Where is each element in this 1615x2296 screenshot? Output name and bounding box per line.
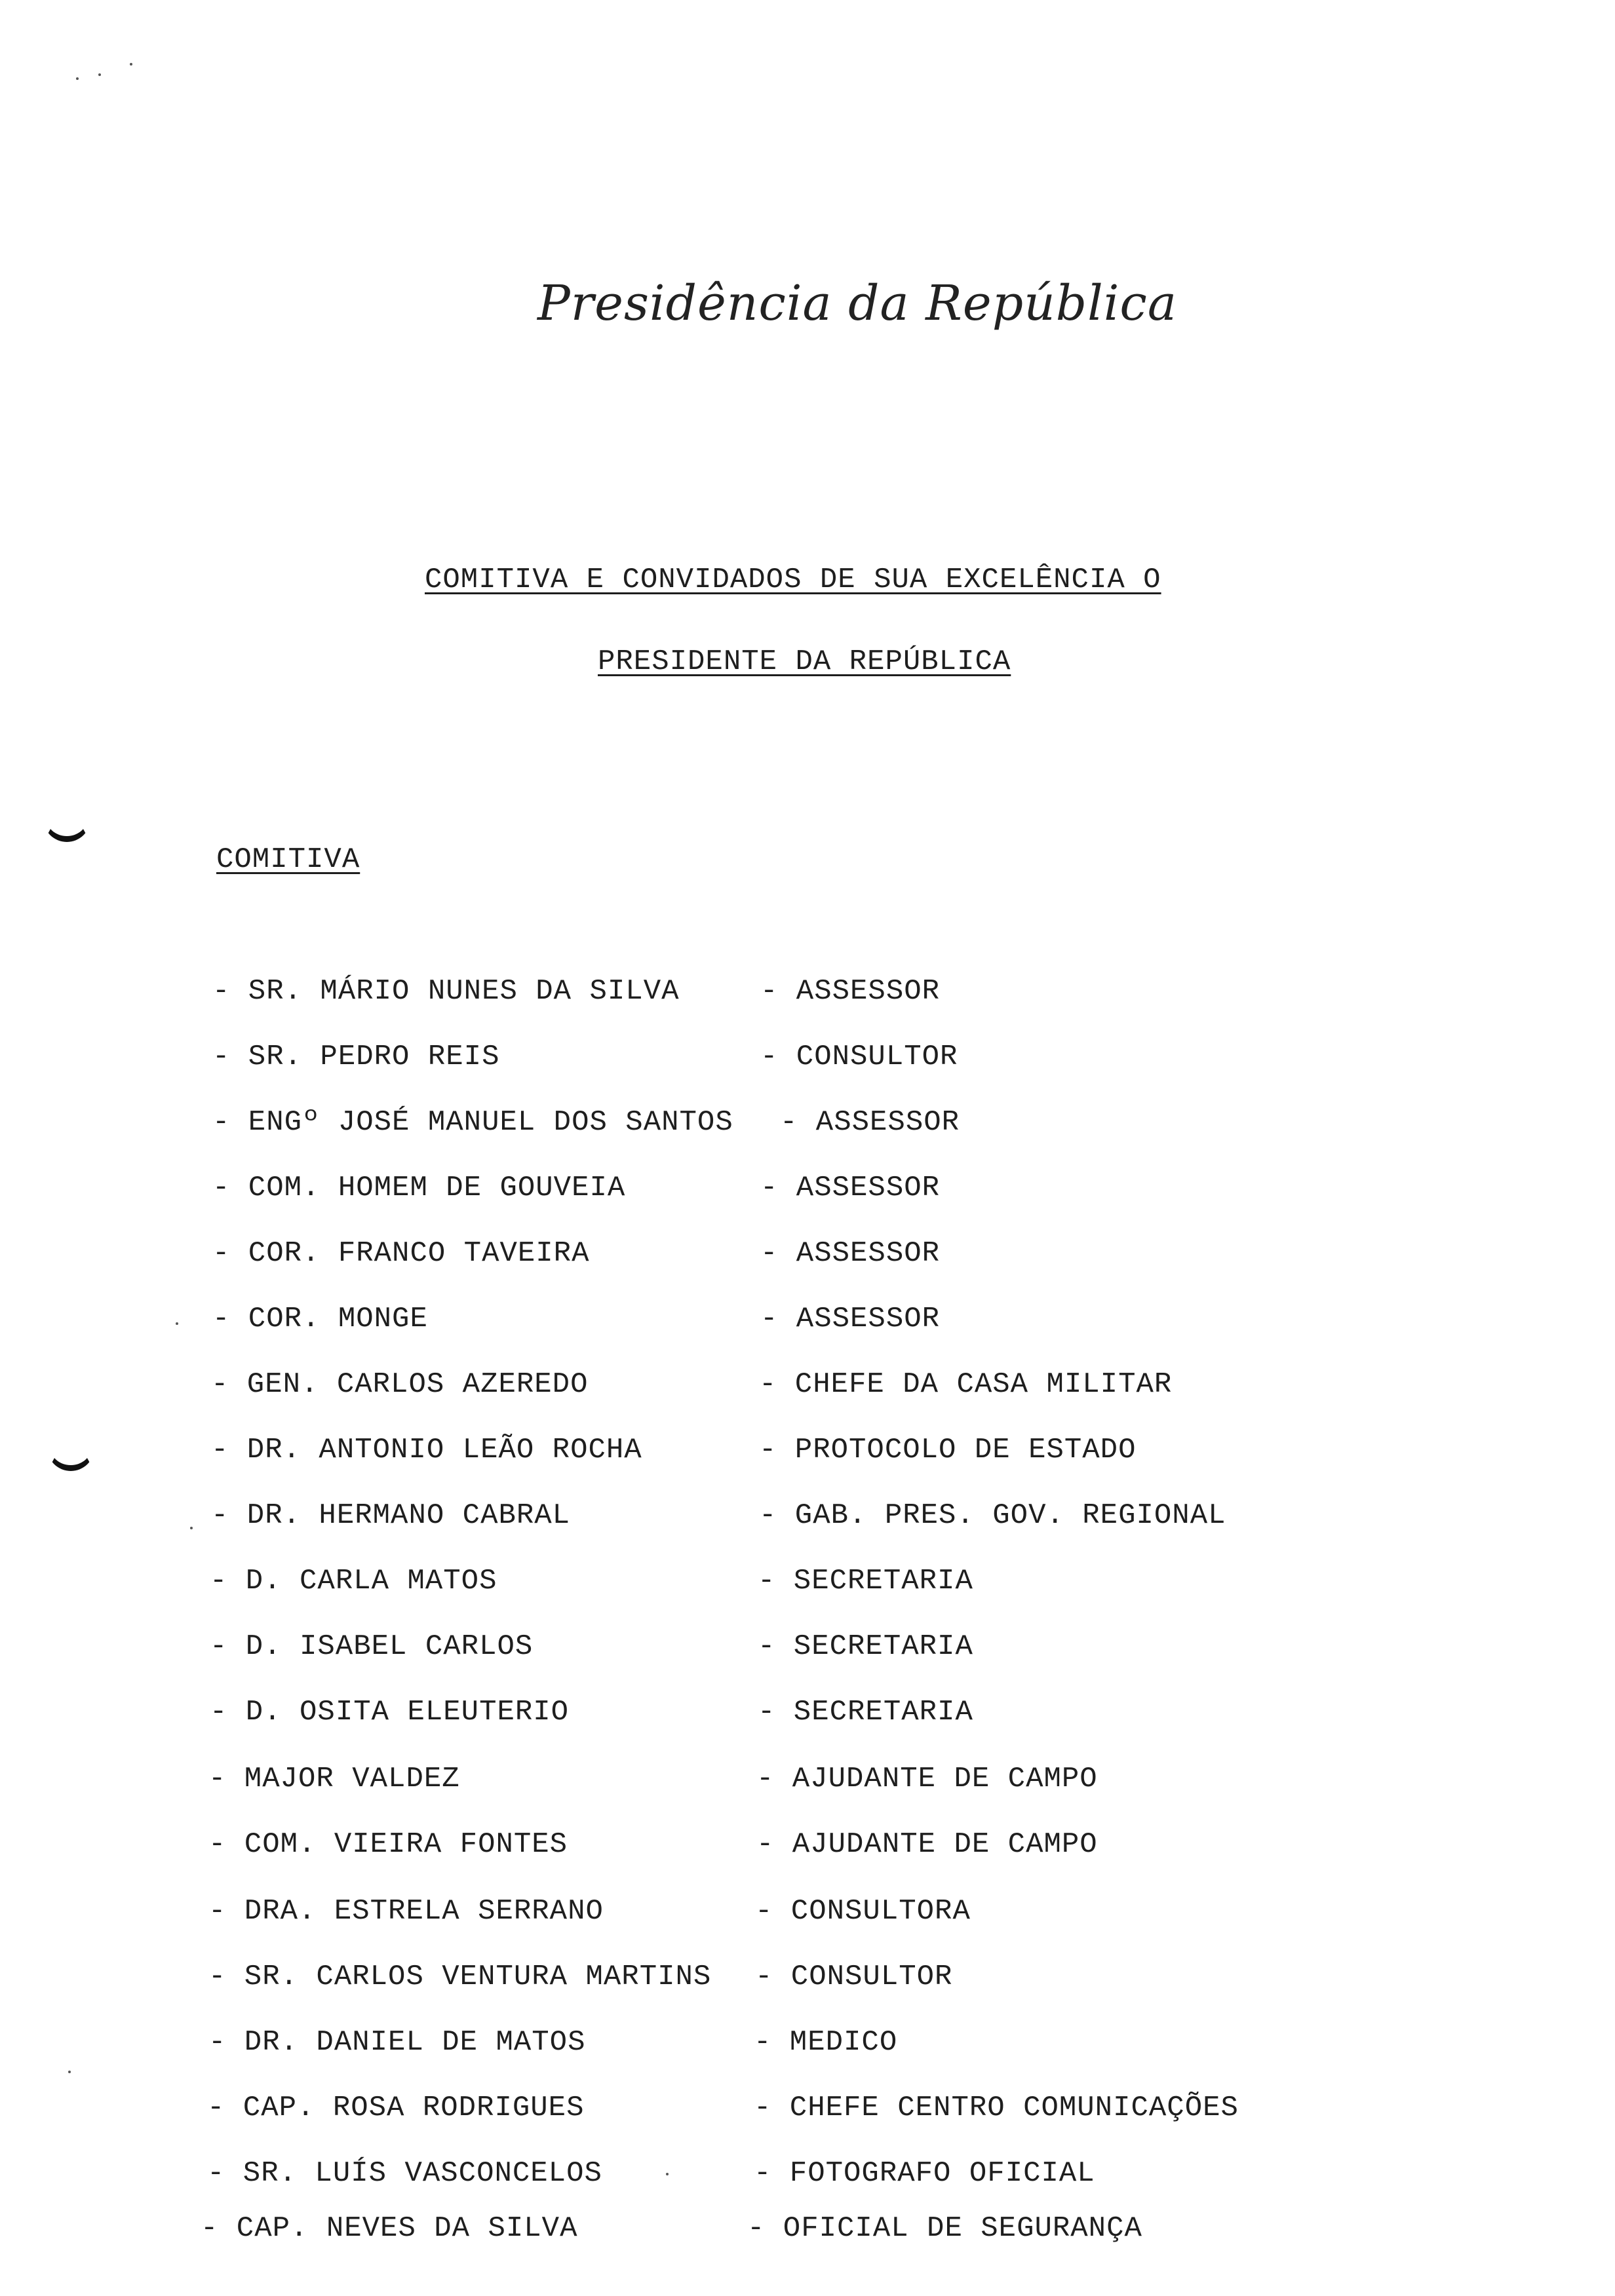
roster-row [212,1106,1327,1145]
member-role: - ASSESSOR [760,1303,941,1335]
member-role: - CHEFE CENTRO COMUNICAÇÕES [754,2092,1239,2124]
member-name: - COR. FRANCO TAVEIRA [212,1237,590,1270]
roster-row [207,2092,1321,2131]
roster-row [208,1895,1323,1934]
member-role: - GAB. PRES. GOV. REGIONAL [759,1499,1226,1532]
roster-row [211,1368,1325,1407]
member-role: - CONSULTOR [760,1041,958,1073]
member-name: - D. OSITA ELEUTERIO [210,1696,570,1729]
member-name: - D. CARLA MATOS [210,1565,497,1598]
member-role: - ASSESSOR [760,1172,941,1204]
member-role: - SECRETARIA [758,1630,973,1663]
roster-row [211,1499,1325,1539]
member-role: - OFICIAL DE SEGURANÇA [747,2212,1142,2245]
member-role: - ASSESSOR [760,1237,941,1270]
document-title-line-1: COMITIVA E CONVIDADOS DE SUA EXCELÊNCIA O [425,564,1161,596]
roster-row [212,1237,1327,1276]
member-name: - DR. DANIEL DE MATOS [208,2026,586,2059]
member-name: - D. ISABEL CARLOS [210,1630,534,1663]
member-name: - COM. HOMEM DE GOUVEIA [212,1172,626,1204]
member-name: - CAP. NEVES DA SILVA [201,2212,578,2245]
punch-hole-mark [43,816,90,842]
roster-row [208,1828,1323,1867]
member-role: - PROTOCOLO DE ESTADO [759,1434,1137,1466]
roster-row [210,1565,1324,1604]
scan-speck [666,2173,669,2175]
member-name: - DR. ANTONIO LEÃO ROCHA [211,1434,642,1466]
roster-row [208,1763,1323,1802]
member-role: - FOTOGRAFO OFICIAL [754,2157,1095,2190]
scan-speck [68,2071,71,2073]
punch-hole-mark [47,1445,94,1471]
scan-speck [190,1527,193,1529]
member-role: - CONSULTORA [755,1895,971,1928]
roster-row [208,1961,1323,2000]
member-name: - SR. LUÍS VASCONCELOS [207,2157,602,2190]
scan-speck [76,77,79,80]
roster-row [207,2157,1321,2196]
member-name: - ENGº JOSÉ MANUEL DOS SANTOS [212,1106,733,1139]
member-name: - SR. MÁRIO NUNES DA SILVA [212,975,680,1008]
roster-row [212,975,1327,1014]
roster-row [210,1696,1324,1735]
section-heading: COMITIVA [216,843,360,876]
scan-speck [130,63,132,66]
scan-speck [176,1322,178,1325]
scan-speck [98,73,101,76]
member-name: - GEN. CARLOS AZEREDO [211,1368,589,1401]
roster-row [210,1630,1324,1670]
roster-row [201,2212,1315,2251]
member-name: - DR. HERMANO CABRAL [211,1499,571,1532]
roster-row [208,2026,1323,2065]
roster-row [212,1303,1327,1342]
member-role: - ASSESSOR [780,1106,960,1139]
member-role: - MEDICO [754,2026,898,2059]
member-name: - COR. MONGE [212,1303,428,1335]
member-role: - ASSESSOR [760,975,941,1008]
member-role: - SECRETARIA [758,1565,973,1598]
member-name: - SR. PEDRO REIS [212,1041,500,1073]
member-name: - COM. VIEIRA FONTES [208,1828,568,1861]
letterhead: Presidência da República [537,275,1177,332]
document-title-line-2: PRESIDENTE DA REPÚBLICA [598,645,1011,678]
member-role: - CHEFE DA CASA MILITAR [759,1368,1173,1401]
member-name: - DRA. ESTRELA SERRANO [208,1895,604,1928]
member-role: - AJUDANTE DE CAMPO [756,1828,1098,1861]
member-role: - AJUDANTE DE CAMPO [756,1763,1098,1795]
member-name: - MAJOR VALDEZ [208,1763,460,1795]
roster-row [212,1041,1327,1080]
member-role: - SECRETARIA [758,1696,973,1729]
member-name: - SR. CARLOS VENTURA MARTINS [208,1961,712,1993]
roster-row [212,1172,1327,1211]
roster-row [211,1434,1325,1473]
member-name: - CAP. ROSA RODRIGUES [207,2092,585,2124]
member-role: - CONSULTOR [755,1961,953,1993]
